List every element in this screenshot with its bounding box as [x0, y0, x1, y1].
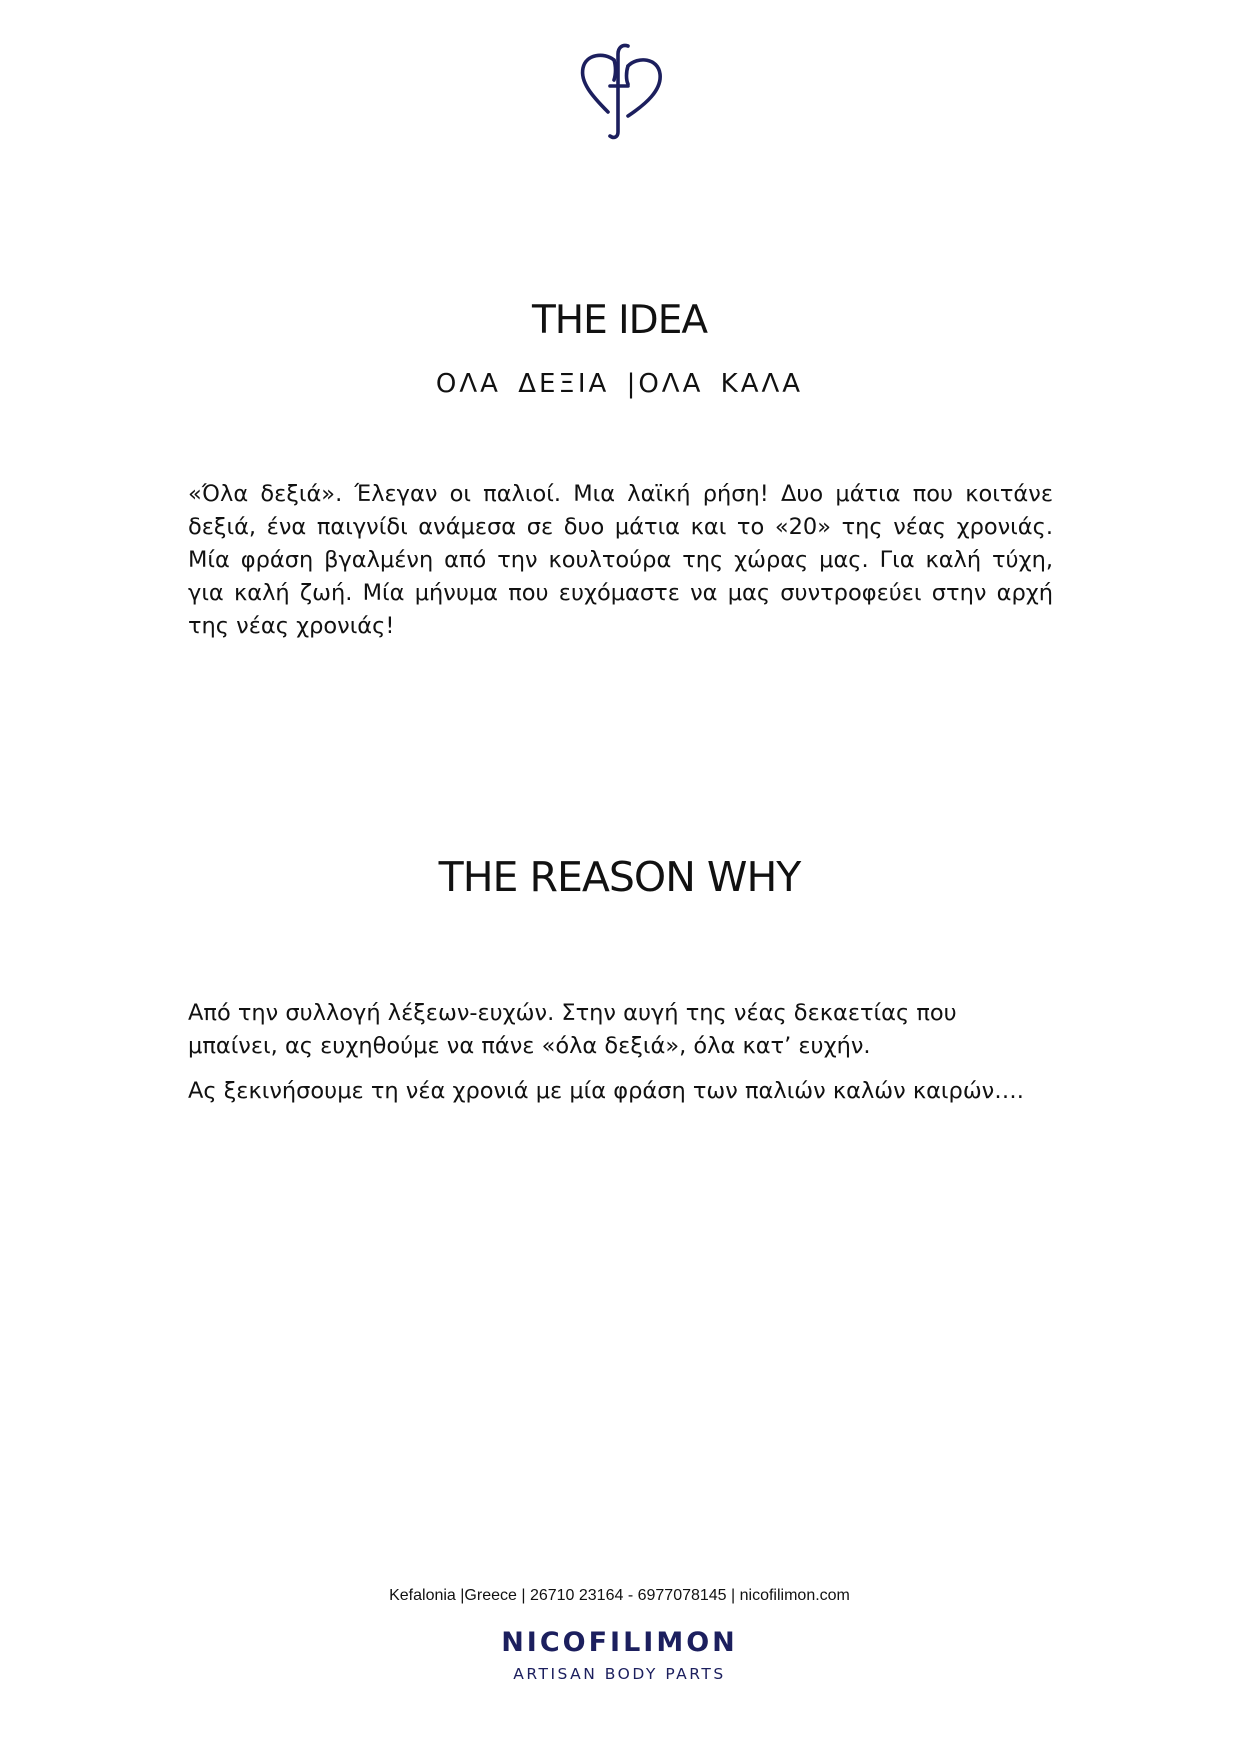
reason-body-paragraph: Από την συλλογή λέξεων-ευχών. Στην αυγή της νέας δεκαετίας που μπαίνει, ας ευχηθούμε να πάνε «όλα δεξιά», όλα κατ’ ευχήν. [188, 1000, 957, 1059]
reason-closing-paragraph: Ας ξεκινήσουμε τη νέα χρονιά με μία φράση των παλιών καλών καιρών…. [188, 1078, 1024, 1104]
idea-subtitle: ΟΛΑ ΔΕΞΙΑ |ΟΛΑ ΚΑΛΑ [435, 369, 804, 399]
idea-title: THE IDEA [531, 298, 708, 343]
hearts-f-monogram-icon [578, 40, 664, 140]
footer-contact-line: Kefalonia |Greece | 26710 23164 - 6977078145 | nicofilimon.com [389, 1587, 850, 1604]
brand-name: NICOFILIMON [501, 1627, 738, 1658]
reason-title: THE REASON WHY [438, 853, 801, 901]
brand-tagline: ARTISAN BODY PARTS [513, 1665, 726, 1683]
idea-body-paragraph: «Όλα δεξιά». Έλεγαν οι παλιοί. Μια λαϊκή ρήση! Δυο μάτια που κοιτάνε δεξιά, ένα παιγνίδι ανάμεσα σε δυο μάτια και το «20» της νέας χρονιάς. Μία φράση βγαλμένη από την κουλτούρα της χώρας μας. Για καλή τύχη, για καλή ζωή. Μία μήνυμα που ευχόμαστε να μας συντροφεύει στην αρχή της νέας χρονιάς! [188, 481, 1053, 639]
